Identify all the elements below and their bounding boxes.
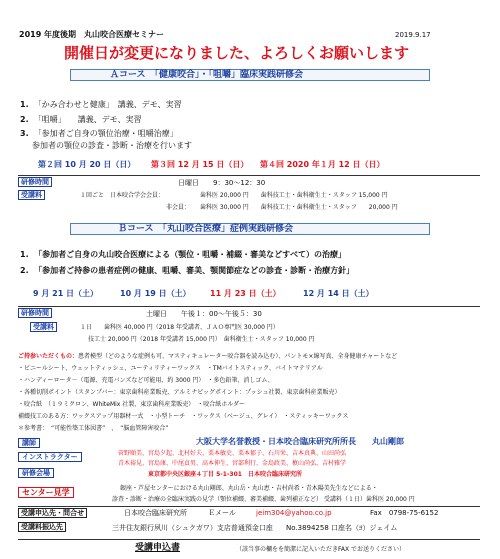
- center-tour-label: センター見学: [18, 487, 74, 498]
- course-b-fee-label: 受講料: [30, 322, 57, 332]
- contact-email[interactable]: jeim304@yahoo.co.jp: [256, 509, 332, 517]
- center-tour-text: 診査・診断・治療の全臨床実践の見学（顎位補綴、審美補綴、歯列補正など）: [112, 496, 323, 503]
- item-text: 「参加者ご自身の顎位治療・咀嚼治療」: [33, 129, 178, 138]
- course-a-item-3-sub: 参加者の顎位の診査・診断・治療を行います: [32, 141, 192, 150]
- item-text: 「咀嚼」 講義、デモ、実習: [33, 115, 142, 124]
- venue-address: 東京都中央区銀座４丁目 5-1-301 日本咬合臨床研究所: [148, 471, 302, 478]
- course-b-fee-row1: １日 歯科医 40,000 円（2018 年受講者、ＪＡＯ専門医 30,000 円）: [80, 324, 279, 331]
- item-text: 「かみ合わせと健康」 講義、デモ、実習: [33, 100, 182, 109]
- course-b-date-2: 10 月 19 日（土）: [120, 289, 191, 298]
- item-number: 3.: [20, 129, 29, 138]
- item-text: 「参加者ご持参の患者症例の健康、咀嚼、審美、顎関節症などの診査・診断・治療方針」: [34, 266, 355, 275]
- item-number: 1.: [20, 100, 29, 109]
- course-b-time-label: 研修時間: [18, 308, 52, 318]
- center-tour-fee: 受講料（１日）歯科医 20,000 円: [323, 496, 415, 503]
- bank-account: No.3894258 口座名（ﾖ）ジェイム: [286, 524, 398, 532]
- contact-label: 受講申込先・問合せ: [18, 508, 87, 518]
- course-a-item-2: [20, 115, 142, 124]
- bring-heading: ご持参いただくもの：: [18, 353, 79, 360]
- instructor-label: インストラクター: [18, 452, 82, 462]
- instructors-line-1: 菅野順美、宮島夕起、北村好夫、栗本敏史、栗本郁子、石川栄、吉本真典、山田尚弘: [118, 450, 347, 457]
- bring-text: 患者模型（どのような症例も可、マスティキュレーター咬合器を読み込む）、パントモ×線写真、全身健康チャートなど: [78, 353, 398, 360]
- seminar-title: 2019 年度後期 丸山咬合医療セミナー: [19, 30, 165, 39]
- course-a-date-3: 第４回 2020 年１月 12 日（日）: [260, 160, 385, 169]
- course-a-title: Ａコース 「健康咬合」・「咀嚼」臨床実践研修会: [110, 70, 304, 80]
- course-a-fee-row1-label: １回ごと 日本咬合学会会員：: [80, 192, 165, 199]
- center-tour-line-1: 銀座・芦屋センターにおける丸山剛郎、丸山岳・丸山恵・吉村尚希・青木陽美先生などによる・: [120, 485, 378, 492]
- course-a-fee-row1-value: 歯科医 20,000 円 歯科技工士・歯科衛生士・スタッフ 15,000 円: [200, 192, 388, 199]
- course-b-item-1: [20, 250, 346, 259]
- item-number: 2.: [20, 115, 29, 124]
- instructors-line-2: 青木裕見、宮島康、中尾貞男、高本伸生、宮部利行、金島政美、槙山尚弘、吉村雅学: [118, 460, 347, 467]
- course-b-fee-row2: 技工士 20,000 円（2018 年受講者 15,000 円） 歯科衛生士・スタッフ 10,000 円: [88, 336, 315, 343]
- venue-label: 研修会場: [18, 468, 54, 478]
- course-a-item-1: [20, 100, 182, 109]
- course-a-fee-label: 受講料: [18, 190, 45, 200]
- course-a-time-value: 日曜日 9：30～12：30: [178, 179, 266, 187]
- bring-line-5: ・咬合紙 （１９ミクロン、WhiteMix 社製、東京歯科産業販売） ・咬合紙ホルダー: [18, 401, 246, 408]
- bring-line-1: [18, 353, 397, 360]
- item-number: 1.: [20, 250, 29, 259]
- item-text: 「参加者ご自身の丸山咬合医療による（顎位・咀嚼・補綴・審美などすべて）の治療」: [34, 250, 347, 259]
- lecturer-label: 講師: [18, 438, 40, 448]
- issue-date: 2019.9.17: [395, 31, 431, 39]
- course-a-time-label: 研修時間: [18, 177, 52, 187]
- course-a-date-2: 第３回 12 月 15 日（日）: [151, 160, 249, 169]
- bring-line-7: ＊参考書： “可能性築工体図書” 、 “脳血管障害咬合”: [18, 425, 169, 432]
- course-a-fee-row2-value: 歯科医 30,000 円 歯科技工士・歯科衛生士・スタッフ 20,000 円: [200, 204, 398, 211]
- course-a-item-3: [20, 129, 178, 138]
- application-form-heading: 受講申込書: [135, 543, 181, 553]
- contact-org: 日本咬合臨床研究所: [124, 509, 187, 517]
- course-b-date-4: 12 月 14 日（土）: [303, 289, 374, 298]
- bring-line-6: 補綴技工のある方：ワックスアップ用器材一式 ・小型トーチ ・ワックス（ベージュ、グレイ） ・スティッキーワックス: [18, 413, 349, 420]
- course-b-date-1: 9 月 21 日（土）: [33, 289, 99, 298]
- lecturer-name: 大阪大学名誉教授・日本咬合臨床研究所所長 丸山剛郎: [196, 437, 404, 446]
- schedule-change-notice: 開催日が変更になりました、よろしくお願いします: [64, 44, 410, 62]
- bring-line-2: ・ビニールシート、ウェットティッシュ、ユーティリティーワックス ・TMバイトスティック、バイトマテリアル: [18, 365, 323, 372]
- bring-line-3: ・ハンディーロータ－（電源、充電バンズなど可能用、約 3000 円） ・多色鉛筆、消しゴム、: [18, 377, 274, 384]
- application-form-note: （該当事の欄をを簡潔に記入いただきFAX でお送りください）: [236, 546, 406, 553]
- bank-name: 三井住友銀行夙川（シュクガワ）支店普通預金口座: [112, 524, 273, 532]
- course-b-title: Ｂコース 「丸山咬合医療」症例実践研修会: [118, 224, 294, 234]
- center-tour-line-2: [112, 496, 415, 503]
- course-a-fee-row2-label: 非会員：: [166, 204, 191, 211]
- contact-fax: Fax 0798-75-6152: [370, 509, 439, 517]
- course-b-item-2: [20, 266, 354, 275]
- contact-email-label: Ｅメール: [208, 509, 236, 517]
- payment-label: 受講料振込先: [18, 522, 66, 532]
- course-a-date-1: 第２回 10 月 20 日（日）: [38, 160, 136, 169]
- item-number: 2.: [20, 266, 29, 275]
- course-b-time-value: 土曜日 午後１：00～午後５：30: [146, 310, 262, 318]
- bring-line-4: ・各種切削ポイント（スタンプバー：東京歯科産業販売、アルミナビッグポイント：プッシュ社製、東京歯科産業販売）: [18, 389, 341, 396]
- course-b-date-3: 11 月 23 日（土）: [210, 289, 281, 298]
